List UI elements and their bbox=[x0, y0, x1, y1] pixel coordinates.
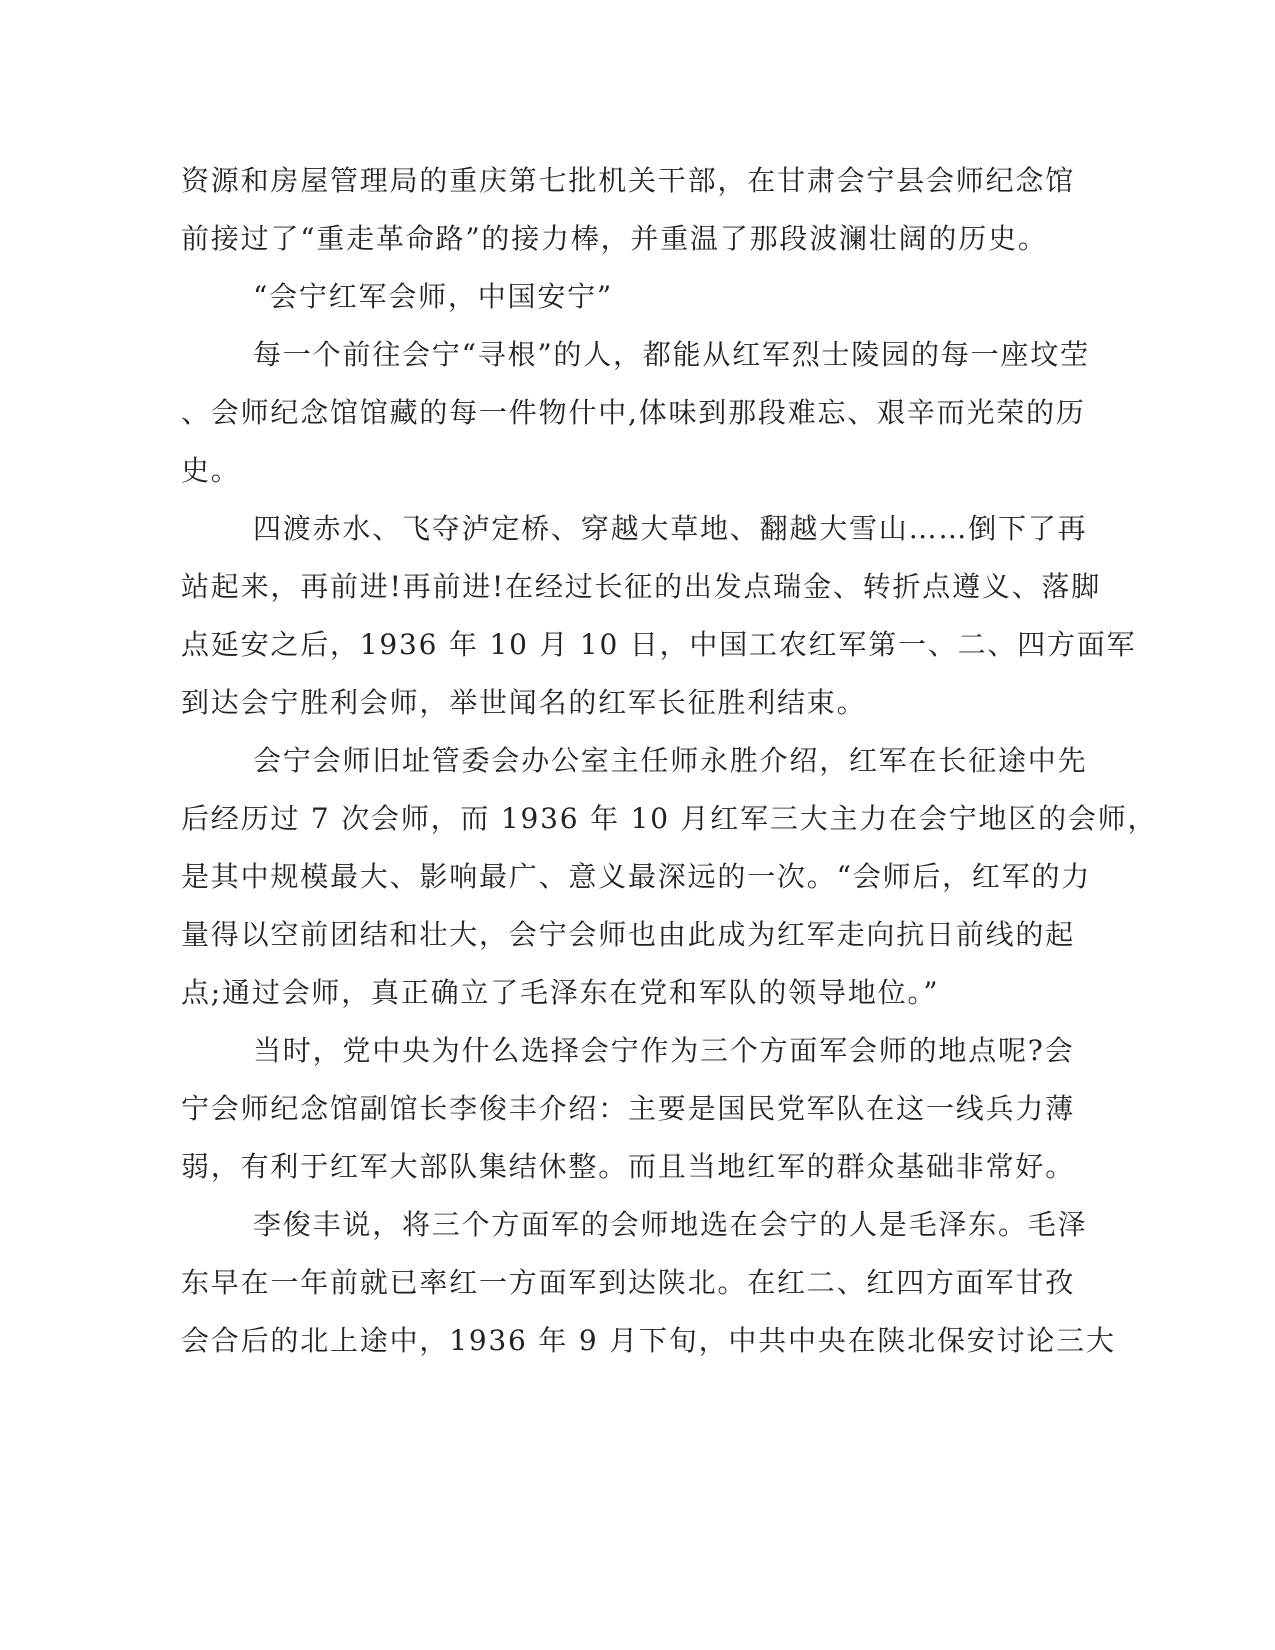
text-line: 到达会宁胜利会师，举世闻名的红军长征胜利结束。 bbox=[181, 686, 867, 719]
text-line: 当时，党中央为什么选择会宁作为三个方面军会师的地点呢?会 bbox=[253, 1034, 1075, 1067]
text-line: 点;通过会师，真正确立了毛泽东在党和军队的领导地位。” bbox=[181, 976, 940, 1009]
text-line: 宁会师纪念馆副馆长李俊丰介绍：主要是国民党军队在这一线兵力薄 bbox=[181, 1092, 1076, 1125]
text-line: 量得以空前团结和壮大，会宁会师也由此成为红军走向抗日前线的起 bbox=[181, 918, 1076, 951]
text-line: 是其中规模最大、影响最广、意义最深远的一次。“会师后，红军的力 bbox=[181, 860, 1092, 893]
text-line: 李俊丰说，将三个方面军的会师地选在会宁的人是毛泽东。毛泽 bbox=[253, 1208, 1088, 1241]
text-line: 会合后的北上途中，1936 年 9 月下旬，中共中央在陕北保安讨论三大 bbox=[181, 1324, 1116, 1357]
text-line: 点延安之后，1936 年 10 月 10 日，中国工农红军第一、二、四方面军 bbox=[181, 628, 1137, 661]
text-line: 后经历过 7 次会师，而 1936 年 10 月红军三大主力在会宁地区的会师， bbox=[181, 802, 1158, 835]
text-line: 资源和房屋管理局的重庆第七批机关干部，在甘肃会宁县会师纪念馆 bbox=[181, 164, 1076, 197]
text-line: 弱，有利于红军大部队集结休整。而且当地红军的群众基础非常好。 bbox=[181, 1150, 1076, 1183]
text-line: 站起来，再前进!再前进!在经过长征的出发点瑞金、转折点遵义、落脚 bbox=[181, 570, 1102, 603]
text-line: 四渡赤水、飞夺泸定桥、穿越大草地、翻越大雪山……倒下了再 bbox=[253, 512, 1088, 545]
text-line: 东早在一年前就已率红一方面军到达陕北。在红二、红四方面军甘孜 bbox=[181, 1266, 1076, 1299]
text-line: 、会师纪念馆馆藏的每一件物什中,体味到那段难忘、艰辛而光荣的历 bbox=[181, 396, 1086, 429]
text-line: 每一个前往会宁“寻根”的人，都能从红军烈士陵园的每一座坟茔 bbox=[253, 338, 1090, 371]
section-heading: “会宁红军会师，中国安宁” bbox=[253, 280, 614, 313]
text-line: 史。 bbox=[181, 454, 241, 487]
body-text bbox=[181, 152, 1158, 1370]
text-line: 会宁会师旧址管委会办公室主任师永胜介绍，红军在长征途中先 bbox=[253, 744, 1088, 777]
text-line: 前接过了“重走革命路”的接力棒，并重温了那段波澜壮阔的历史。 bbox=[181, 222, 1048, 255]
